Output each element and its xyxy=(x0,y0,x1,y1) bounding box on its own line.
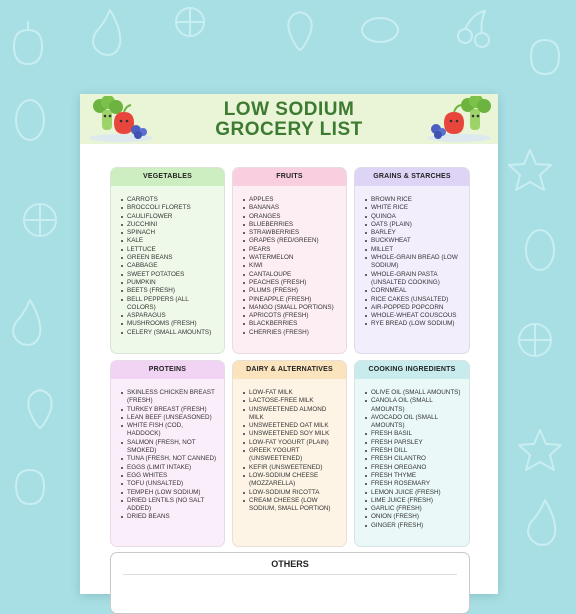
dairy-heading: DAIRY & ALTERNATIVES xyxy=(233,361,346,379)
list-item: BLACKBERRIES xyxy=(249,320,340,328)
list-item: WATERMELON xyxy=(249,254,340,262)
list-item: PLUMS (FRESH) xyxy=(249,287,340,295)
list-item: LEAN BEEF (UNSEASONED) xyxy=(127,414,218,422)
list-item: MANGO (SMALL PORTIONS) xyxy=(249,304,340,312)
cooking-heading: COOKING INGREDIENTS xyxy=(355,361,469,379)
list-item: PUMPKIN xyxy=(127,279,218,287)
list-item: APRICOTS (FRESH) xyxy=(249,312,340,320)
strawberry-icon xyxy=(288,12,311,50)
list-item: GREEK YOGURT (UNSWEETENED) xyxy=(249,447,340,464)
list-item: OATS (PLAIN) xyxy=(371,221,463,229)
list-item: LOW-FAT MILK xyxy=(249,389,340,397)
fruits-card xyxy=(232,167,347,354)
list-item: DRIED LENTILS (NO SALT ADDED) xyxy=(127,497,218,514)
list-item: FRESH THYME xyxy=(371,472,463,480)
list-item: GARLIC (FRESH) xyxy=(371,505,463,513)
list-item: FRESH CILANTRO xyxy=(371,455,463,463)
list-item: CARROTS xyxy=(127,196,218,204)
list-item: EGGS (LIMIT INTAKE) xyxy=(127,464,218,472)
list-item: MUSHROOMS (FRESH) xyxy=(127,320,218,328)
list-item: WHOLE-GRAIN PASTA (UNSALTED COOKING) xyxy=(371,271,463,288)
list-item: FRESH DILL xyxy=(371,447,463,455)
list-item: BANANAS xyxy=(249,204,340,212)
list-item: PEACHES (FRESH) xyxy=(249,279,340,287)
pear-icon xyxy=(528,500,555,545)
vegetables-card xyxy=(110,167,225,354)
others-heading: OTHERS xyxy=(271,559,309,569)
list-item: LETTUCE xyxy=(127,246,218,254)
list-item: RYE BREAD (LOW SODIUM) xyxy=(371,320,463,328)
lemon-icon xyxy=(362,18,398,42)
list-item: TEMPEH (LOW SODIUM) xyxy=(127,489,218,497)
list-item: BUCKWHEAT xyxy=(371,237,463,245)
list-item: CHERRIES (FRESH) xyxy=(249,329,340,337)
list-item: FRESH OREGANO xyxy=(371,464,463,472)
list-item: ONION (FRESH) xyxy=(371,513,463,521)
list-item: GRAPES (RED/GREEN) xyxy=(249,237,340,245)
proteins-list xyxy=(111,379,224,522)
list-item: CABBAGE xyxy=(127,262,218,270)
list-item: SKINLESS CHICKEN BREAST (FRESH) xyxy=(127,389,218,406)
list-item: CORNMEAL xyxy=(371,287,463,295)
list-item: BROCCOLI FLORETS xyxy=(127,204,218,212)
header-banner xyxy=(80,94,498,144)
others-card xyxy=(110,552,470,614)
list-item: LACTOSE-FREE MILK xyxy=(249,397,340,405)
list-item: UNSWEETENED SOY MILK xyxy=(249,430,340,438)
list-item: CAULIFLOWER xyxy=(127,213,218,221)
list-item: ZUCCHINI xyxy=(127,221,218,229)
list-item: GINGER (FRESH) xyxy=(371,522,463,530)
list-item: BEETS (FRESH) xyxy=(127,287,218,295)
page-title-line2: GROCERY LIST xyxy=(215,119,363,140)
lemon-icon xyxy=(526,230,554,270)
cooking-card xyxy=(354,360,470,547)
fruits-heading: FRUITS xyxy=(233,168,346,186)
list-item: RICE CAKES (UNSALTED) xyxy=(371,296,463,304)
list-item: KALE xyxy=(127,237,218,245)
list-item: TOFU (UNSALTED) xyxy=(127,480,218,488)
list-item: KIWI xyxy=(249,262,340,270)
list-item: LEMON JUICE (FRESH) xyxy=(371,489,463,497)
grains-heading: GRAINS & STARCHES xyxy=(355,168,469,186)
proteins-heading: PROTEINS xyxy=(111,361,224,379)
grocery-list-sheet xyxy=(80,94,498,594)
list-item: BELL PEPPERS (ALL COLORS) xyxy=(127,296,218,313)
vegetables-heading: VEGETABLES xyxy=(111,168,224,186)
list-item: BROWN RICE xyxy=(371,196,463,204)
list-item: GREEN BEANS xyxy=(127,254,218,262)
list-item: QUINOA xyxy=(371,213,463,221)
list-item: CANOLA OIL (SMALL AMOUNTS) xyxy=(371,397,463,414)
list-item: CANTALOUPE xyxy=(249,271,340,279)
list-item: MILLET xyxy=(371,246,463,254)
list-item: PINEAPPLE (FRESH) xyxy=(249,296,340,304)
list-item: LOW-FAT YOGURT (PLAIN) xyxy=(249,439,340,447)
list-item: ORANGES xyxy=(249,213,340,221)
list-item: TURKEY BREAST (FRESH) xyxy=(127,406,218,414)
star-fruit-icon xyxy=(509,150,551,190)
list-item: WHITE FISH (COD, HADDOCK) xyxy=(127,422,218,439)
list-item: LOW-SODIUM CHEESE (MOZZARELLA) xyxy=(249,472,340,489)
divider xyxy=(123,574,457,575)
list-item: OLIVE OIL (SMALL AMOUNTS) xyxy=(371,389,463,397)
apple-icon xyxy=(531,40,559,74)
list-item: BARLEY xyxy=(371,229,463,237)
pear-icon xyxy=(13,300,40,345)
orange-slice-icon xyxy=(519,324,551,356)
pear-icon xyxy=(93,10,120,55)
list-item: PEARS xyxy=(249,246,340,254)
vegetables-list xyxy=(111,186,224,337)
list-item: WHITE RICE xyxy=(371,204,463,212)
apple-icon xyxy=(16,470,44,504)
grains-list xyxy=(355,186,469,329)
list-item: WHOLE-GRAIN BREAD (LOW SODIUM) xyxy=(371,254,463,271)
list-item: SWEET POTATOES xyxy=(127,271,218,279)
list-item: FRESH BASIL xyxy=(371,430,463,438)
list-item: FRESH PARSLEY xyxy=(371,439,463,447)
list-item: DRIED BEANS xyxy=(127,513,218,521)
list-item: CREAM CHEESE (LOW SODIUM, SMALL PORTION) xyxy=(249,497,340,514)
cooking-list xyxy=(355,379,469,530)
list-item: UNSWEETENED ALMOND MILK xyxy=(249,406,340,423)
list-item: STRAWBERRIES xyxy=(249,229,340,237)
orange-slice-icon xyxy=(176,8,204,36)
list-item: TUNA (FRESH, NOT CANNED) xyxy=(127,455,217,463)
cherry-icon xyxy=(458,11,489,47)
fruit-mascots-right-icon xyxy=(424,96,494,142)
proteins-card xyxy=(110,360,225,547)
list-item: SALMON (FRESH, NOT SMOKED) xyxy=(127,439,218,456)
list-item: APPLES xyxy=(249,196,340,204)
list-item: EGG WHITES xyxy=(127,472,218,480)
list-item: ASPARAGUS xyxy=(127,312,218,320)
list-item: LOW-SODIUM RICOTTA xyxy=(249,489,340,497)
orange-slice-icon xyxy=(24,204,56,236)
lemon-icon xyxy=(16,100,44,140)
grains-card xyxy=(354,167,470,354)
list-item: AVOCADO OIL (SMALL AMOUNTS) xyxy=(371,414,463,431)
list-item: WHOLE-WHEAT COUSCOUS xyxy=(371,312,463,320)
dairy-card xyxy=(232,360,347,547)
list-item: AIR-POPPED POPCORN xyxy=(371,304,463,312)
apple-icon xyxy=(14,22,42,64)
star-fruit-icon xyxy=(519,430,561,470)
list-item: SPINACH xyxy=(127,229,218,237)
list-item: BLUEBERRIES xyxy=(249,221,340,229)
list-item: FRESH ROSEMARY xyxy=(371,480,463,488)
list-item: UNSWEETENED OAT MILK xyxy=(249,422,340,430)
list-item: KEFIR (UNSWEETENED) xyxy=(249,464,340,472)
page-title-line1: LOW SODIUM xyxy=(223,99,355,120)
list-item: CELERY (SMALL AMOUNTS) xyxy=(127,329,218,337)
strawberry-icon xyxy=(28,390,51,428)
fruits-list xyxy=(233,186,346,337)
dairy-list xyxy=(233,379,346,513)
list-item: LIME JUICE (FRESH) xyxy=(371,497,463,505)
